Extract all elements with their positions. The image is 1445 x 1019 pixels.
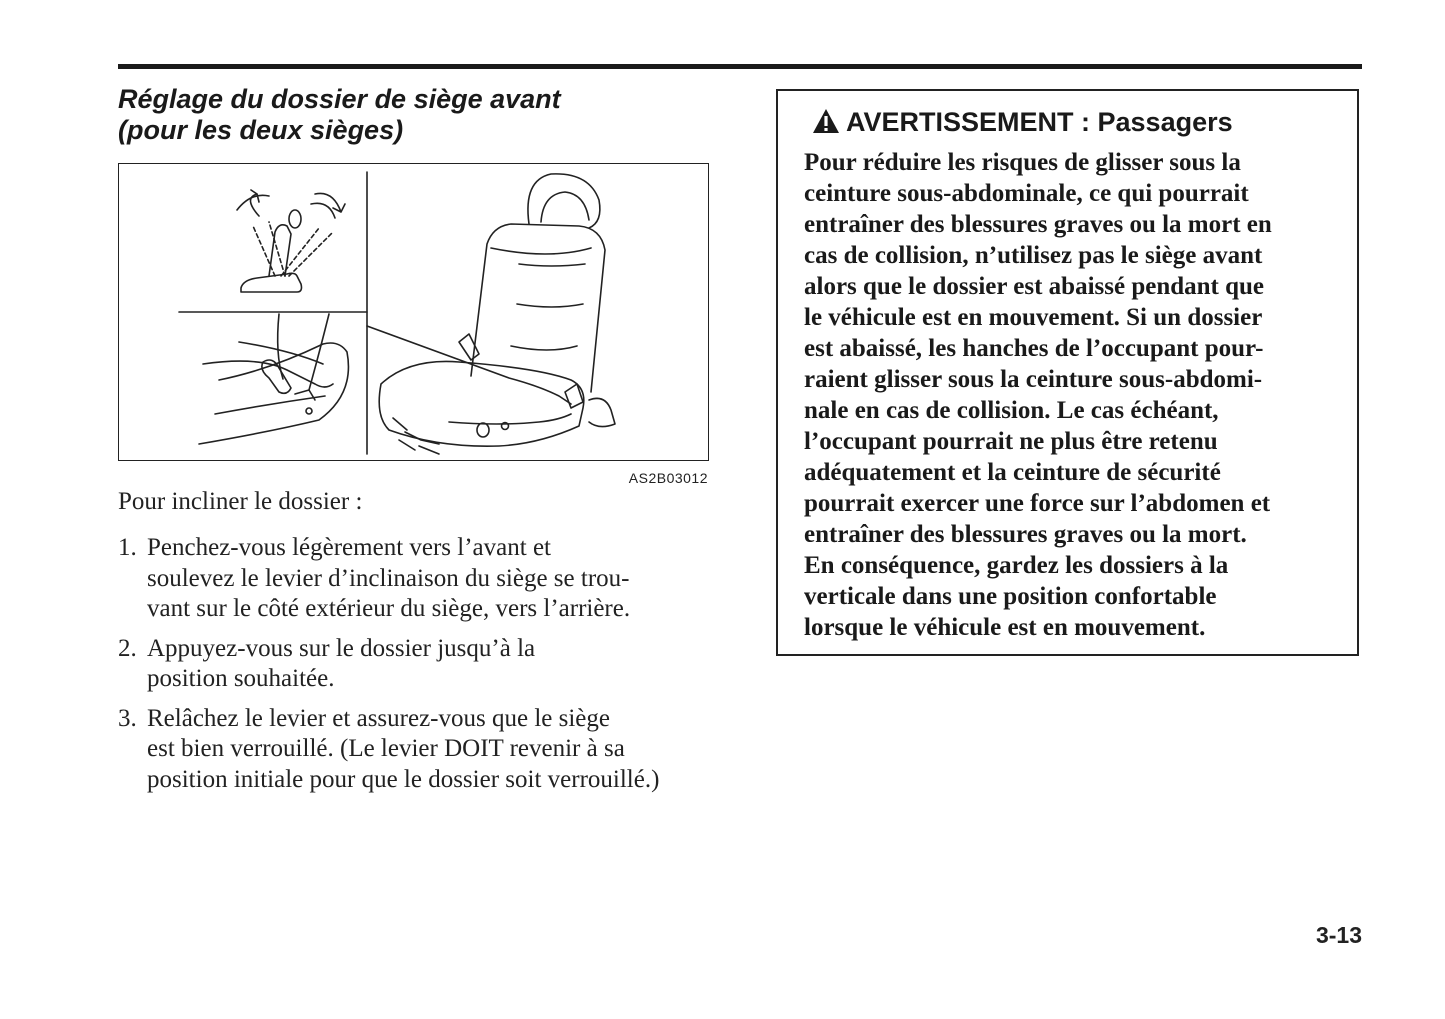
warning-line: Pour réduire les risques de glisser sous la	[804, 149, 1241, 176]
seat-figure	[118, 163, 709, 461]
step-line: Appuyez-vous sur le dossier jusqu’à la	[147, 634, 536, 662]
step-line: position souhaitée.	[147, 665, 335, 692]
warning-line: ceinture sous-abdominale, ce qui pourrait	[804, 180, 1249, 207]
section-title-line-1: Réglage du dossier de siège avant	[118, 84, 561, 114]
warning-box	[776, 89, 1359, 656]
step-number: 1.	[118, 534, 137, 561]
step-line: Penchez-vous légèrement vers l’avant et	[147, 534, 551, 561]
warning-line: En conséquence, gardez les dossiers à la	[804, 552, 1229, 579]
step-line: Relâchez le levier et assurez-vous que le siège	[147, 704, 610, 732]
warning-line: le véhicule est en mouvement. Si un dossier	[804, 304, 1263, 331]
section-title	[118, 84, 718, 146]
warning-line: entraîner des blessures graves ou la mort.	[804, 521, 1247, 548]
warning-title: AVERTISSEMENT : Passagers	[846, 107, 1233, 137]
warning-line: entraîner des blessures graves ou la mort en	[804, 211, 1272, 238]
warning-line: raient glisser sous la ceinture sous-abdomi-	[804, 366, 1263, 393]
instruction-step	[118, 704, 718, 796]
warning-line: nale en cas de collision. Le cas échéant,	[804, 397, 1219, 424]
warning-line: adéquatement et la ceinture de sécurité	[804, 459, 1221, 486]
warning-line: alors que le dossier est abaissé pendant que	[804, 273, 1265, 300]
warning-line: lorsque le véhicule est en mouvement.	[804, 614, 1206, 641]
step-number: 2.	[118, 634, 137, 662]
section-title-line-2: (pour les deux sièges)	[118, 115, 404, 145]
warning-body	[804, 147, 1349, 643]
step-line: position initiale pour que le dossier soit verrouillé.)	[147, 765, 660, 793]
warning-line: l’occupant pourrait ne plus être retenu	[804, 428, 1218, 455]
warning-triangle-icon	[812, 108, 840, 134]
page-number: 3-13	[1315, 922, 1362, 948]
instruction-steps	[118, 533, 718, 804]
instructions-intro: Pour incliner le dossier :	[118, 488, 363, 515]
top-rule	[118, 64, 1362, 69]
instruction-step	[118, 533, 718, 625]
warning-line: cas de collision, n’utilisez pas le siège avant	[804, 242, 1263, 269]
seat-recline-diagram	[237, 190, 345, 292]
step-number: 3.	[118, 704, 137, 732]
seat-illustration	[119, 164, 707, 459]
instruction-step	[118, 634, 718, 695]
step-line: vant sur le côté extérieur du siège, vers l’arrière.	[147, 595, 631, 622]
warning-line: est abaissé, les hanches de l’occupant pour-	[804, 335, 1264, 362]
warning-header	[812, 105, 1233, 139]
warning-line: verticale dans une position confortable	[804, 583, 1217, 610]
warning-line: pourrait exercer une force sur l’abdomen et	[804, 490, 1271, 517]
step-line: est bien verrouillé. (Le levier DOIT revenir à sa	[147, 735, 625, 762]
step-line: soulevez le levier d’inclinaison du siège se trou-	[147, 564, 630, 592]
figure-code: AS2B03012	[628, 470, 708, 486]
